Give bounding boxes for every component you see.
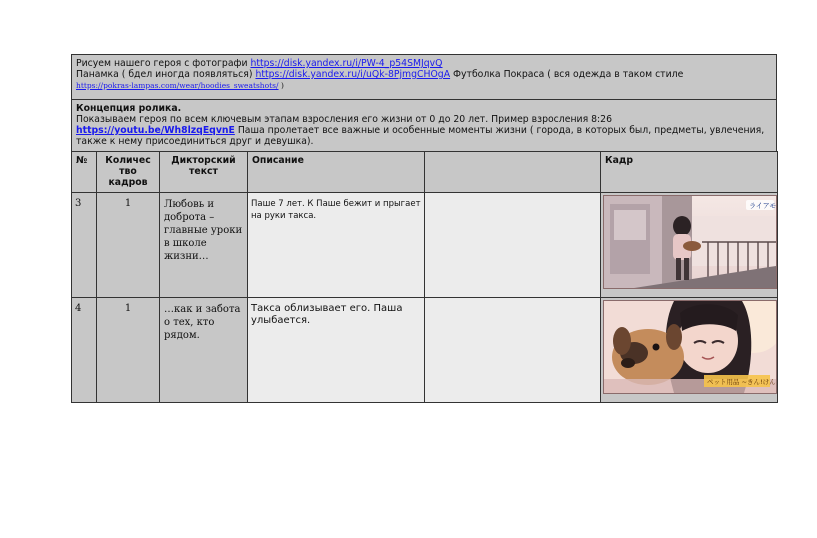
row-description: Такса облизывает его. Паша улыбается. (248, 298, 425, 403)
youtube-link[interactable]: https://youtu.be/Wh8lzqEqvnE (76, 125, 235, 136)
row-count: 1 (97, 298, 160, 403)
row-empty-cell (425, 193, 601, 298)
header-empty (425, 152, 601, 193)
intro-text-panama: Панамка ( бдел иногда появляться) (76, 69, 256, 80)
table-row (72, 193, 778, 298)
concept-text-2 (76, 125, 772, 147)
frame-image-boy-dog (603, 195, 777, 289)
header-count: Количес тво кадров (97, 152, 160, 193)
concept-box (72, 100, 777, 152)
intro-line-3 (76, 80, 772, 91)
intro-box (72, 55, 777, 100)
row-voice-text: Любовь и доброта – главные уроки в школе жизни… (160, 193, 248, 298)
intro-text-photo: Рисуем нашего героя с фотографи (76, 58, 251, 69)
frame-2-caption-text: ペット用品 ~きん!けん (707, 378, 776, 386)
row-num: 4 (72, 298, 97, 403)
row-frame-cell (601, 298, 778, 403)
frame-image-dog-licking (603, 300, 777, 394)
concept-text-1: Показываем героя по всем ключевым этапам взросления его жизни от 0 до 20 лет. Пример взросления 8:26 (76, 114, 612, 125)
header-row (72, 152, 778, 193)
header-frame: Кадр (601, 152, 778, 193)
photo-link[interactable]: https://disk.yandex.ru/i/PW-4_p54SMJqvQ (250, 58, 443, 69)
concept-title: Концепция ролика. (76, 103, 182, 114)
row-frame-cell (601, 193, 778, 298)
header-voice: Дикторский текст (160, 152, 248, 193)
row-description: Паше 7 лет. К Паше бежит и прыгает на руки такса. (248, 193, 425, 298)
row-voice-text: …как и забота о тех, кто рядом. (160, 298, 248, 403)
storyboard-table (71, 151, 778, 403)
row-count: 1 (97, 193, 160, 298)
intro-table (71, 54, 777, 152)
frame-1-logo-text: ライアモ (749, 202, 776, 210)
concept-text-2-body: Паша пролетает все важные и особенные моменты жизни ( города, в которых был, предметы, увлечения, также к нему присоединиться друг и девушка). (76, 125, 765, 147)
document-page (71, 54, 777, 403)
pokras-link[interactable]: https://pokras-lampas.com/wear/hoodies_sweatshots/ (76, 81, 279, 90)
header-num: № (72, 152, 97, 193)
intro-line-1 (76, 58, 772, 69)
intro-line-2 (76, 69, 772, 80)
panama-link[interactable]: https://disk.yandex.ru/i/uQk-8PjmgCHOgA (255, 69, 451, 80)
anime-frame-1-illustration (604, 196, 776, 288)
row-num: 3 (72, 193, 97, 298)
header-description: Описание (248, 152, 425, 193)
intro-text-tshirt: Футболка Покраса ( вся одежда в таком стиле (450, 69, 684, 80)
row-empty-cell (425, 298, 601, 403)
anime-frame-2-illustration (604, 301, 776, 393)
table-row (72, 298, 778, 403)
intro-text-close: ) (278, 81, 284, 90)
